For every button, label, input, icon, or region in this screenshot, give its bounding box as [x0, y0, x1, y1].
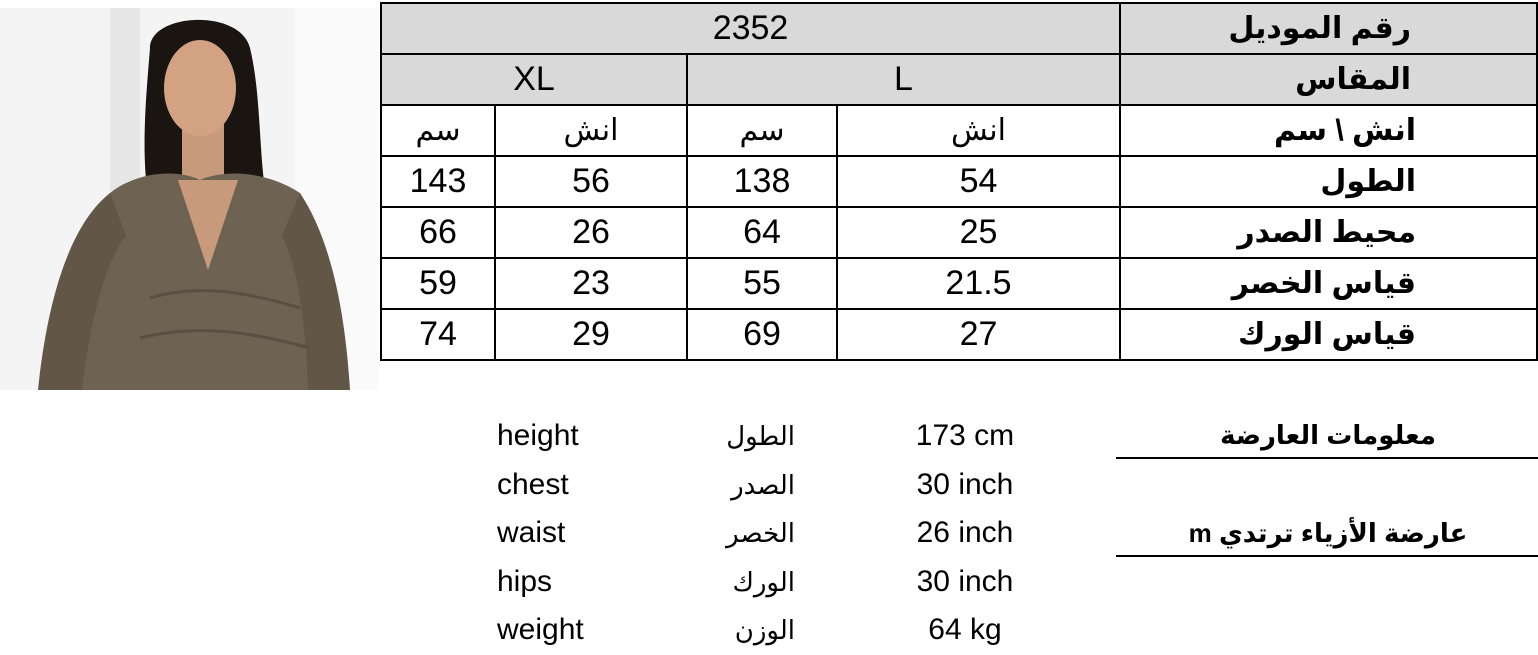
model-number-row — [381, 3, 1537, 54]
model-wearing-line — [1118, 518, 1538, 549]
table-row — [381, 258, 1537, 309]
unit-row — [381, 105, 1537, 156]
model-photo — [0, 8, 378, 390]
info-value: 30 inch — [916, 565, 1014, 598]
l-cm-cell: 55 — [687, 258, 837, 309]
info-value: 173 cm — [915, 419, 1015, 452]
info-ar-label: الصدر — [731, 470, 795, 500]
size-l: L — [687, 54, 1120, 105]
info-ar-label: الخصر — [726, 518, 795, 548]
unit-cm-l: سم — [687, 105, 837, 156]
xl-inch-cell: 23 — [495, 258, 687, 309]
table-row — [381, 309, 1537, 360]
table-row — [381, 156, 1537, 207]
xl-cm-cell: 143 — [381, 156, 495, 207]
table-row — [381, 207, 1537, 258]
info-ar-label: الطول — [726, 421, 795, 451]
xl-inch-cell: 56 — [495, 156, 687, 207]
l-inch-cell: 21.5 — [837, 258, 1120, 309]
model-number: 2352 — [381, 3, 1120, 54]
model-wearing-divider — [1116, 555, 1538, 557]
size-row — [381, 54, 1537, 105]
info-value: 30 inch — [916, 468, 1014, 501]
info-en-label: chest — [497, 468, 569, 501]
l-cm-cell: 69 — [687, 309, 837, 360]
l-inch-cell: 54 — [837, 156, 1120, 207]
xl-inch-cell: 26 — [495, 207, 687, 258]
size-label: المقاس — [1120, 54, 1537, 105]
size-chart-table — [380, 2, 1538, 361]
unit-label: انش \ سم — [1120, 105, 1537, 156]
l-inch-cell: 27 — [837, 309, 1120, 360]
info-en-label: waist — [497, 516, 566, 549]
row-label: الطول — [1120, 156, 1537, 207]
xl-inch-cell: 29 — [495, 309, 687, 360]
info-ar-label: الوزن — [734, 615, 795, 645]
l-inch-cell: 25 — [837, 207, 1120, 258]
model-info-title: معلومات العارضة — [1220, 420, 1436, 450]
unit-inch-xl: انش — [495, 105, 687, 156]
info-en-label: weight — [497, 613, 584, 646]
info-en-label: height — [497, 419, 579, 452]
model-wearing-label: عارضة الأزياء ترتدي — [1218, 518, 1468, 548]
row-label: قياس الخصر — [1120, 258, 1537, 309]
row-label: قياس الورك — [1120, 309, 1537, 360]
info-value: 26 inch — [916, 516, 1014, 549]
model-info-divider — [1116, 457, 1538, 459]
xl-cm-cell: 59 — [381, 258, 495, 309]
info-en-label: hips — [497, 565, 553, 598]
xl-cm-cell: 66 — [381, 207, 495, 258]
unit-cm-xl: سم — [381, 105, 495, 156]
row-label: محيط الصدر — [1120, 207, 1537, 258]
info-value: 64 kg — [928, 613, 1002, 646]
model-number-label: رقم الموديل — [1120, 3, 1537, 54]
l-cm-cell: 64 — [687, 207, 837, 258]
model-wearing-size: m — [1188, 518, 1212, 548]
l-cm-cell: 138 — [687, 156, 837, 207]
unit-inch-l: انش — [837, 105, 1120, 156]
info-ar-label: الورك — [732, 567, 795, 597]
model-photo-illustration — [0, 8, 378, 390]
xl-cm-cell: 74 — [381, 309, 495, 360]
size-xl: XL — [381, 54, 687, 105]
